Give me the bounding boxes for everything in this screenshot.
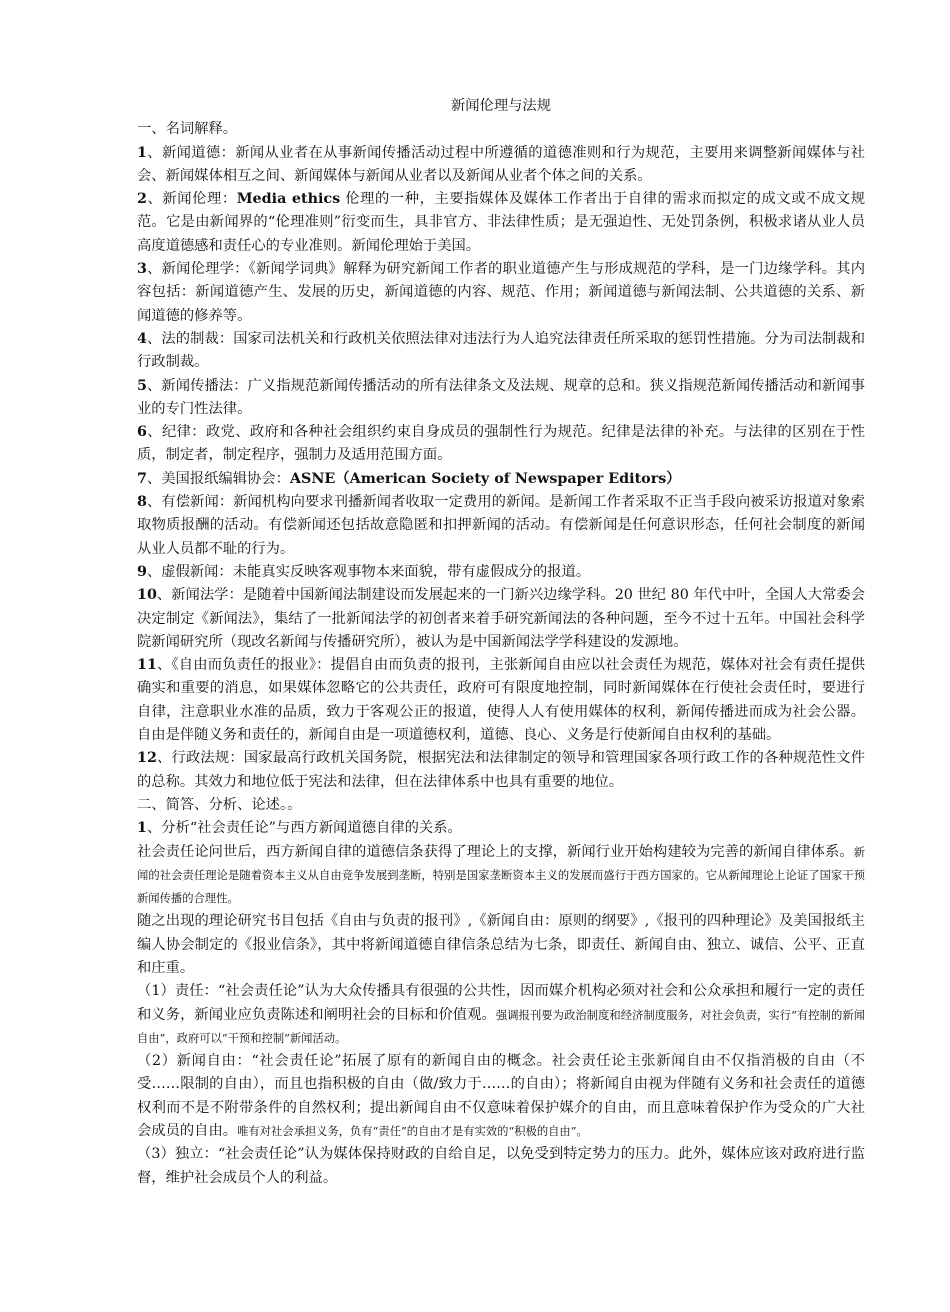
item-english-term: ASNE（American Society of Newspaper Editors） bbox=[289, 470, 681, 487]
item-number: 7 bbox=[137, 470, 147, 487]
section-heading: 二、简答、分析、论述。。 bbox=[137, 796, 302, 813]
definition-item bbox=[137, 747, 865, 794]
item-number: 8 bbox=[137, 494, 147, 511]
item-term: 、新闻道德： bbox=[146, 144, 236, 161]
item-number: 5 bbox=[137, 377, 147, 394]
item-text: 未能真实反映客观事物本来面貌，带有虚假成分的报道。 bbox=[232, 563, 591, 580]
item-term: 、虚假新闻： bbox=[146, 563, 233, 580]
item-number: 3 bbox=[137, 261, 147, 278]
item-text: 是随着中国新闻法制建设而发展起来的一门新兴边缘学科。20 世纪 80 年代中叶，全国人大常委会决定制定《新闻法》，集结了一批新闻法学的初创者来着手研究新闻法的各种问题，至今不过十五年。中国社会科学院新闻研究所（现改名新闻与传播研究所），被认为是中国新闻法学学科建设的发源地。 bbox=[137, 587, 866, 650]
paragraph-note: 强调报刊要为政治制度和经济制度服务，对社会负责，实行“有控制的新闻自由”，政府可以“干预和控制”新闻活动。 bbox=[137, 1008, 866, 1045]
item-term: 、纪律： bbox=[146, 424, 206, 441]
item-number: 10 bbox=[137, 587, 157, 604]
definition-item bbox=[137, 258, 865, 328]
item-term: 、有偿新闻： bbox=[146, 494, 234, 511]
paragraph-note: 唯有对社会承担义务，负有“责任”的自由才是有实效的“积极的自由”。 bbox=[237, 1125, 588, 1139]
definition-item bbox=[137, 491, 865, 561]
definition-item bbox=[137, 654, 865, 747]
item-english-term: Media ethics bbox=[236, 191, 341, 208]
paragraph-note: 新闻的社会责任理论是随着资本主义从自由竞争发展到垄断，特别是国家垄断资本主义的发展而盛行于西方国家的。它从新闻理论上论证了国家干预新闻传播的合理性。 bbox=[137, 845, 865, 906]
definition-item bbox=[137, 421, 865, 468]
answer-paragraph bbox=[137, 980, 865, 1050]
paragraph-main: 社会责任论问世后，西方新闻自律的道德信条获得了理论上的支撑，新闻行业开始构建较为完善的新闻自律体系。 bbox=[137, 843, 854, 860]
item-term: 、行政法规： bbox=[156, 750, 244, 767]
answer-paragraph bbox=[137, 841, 865, 911]
definition-item bbox=[137, 468, 865, 491]
item-number: 9 bbox=[137, 563, 147, 580]
item-text: 政党、政府和各种社会组织约束自身成员的强制性行为规范。纪律是法律的补充。与法律的区别在于性质，制定者，制定程序，强制力及适用范围方面。 bbox=[137, 424, 866, 464]
definition-item bbox=[137, 188, 865, 258]
item-text: 新闻机构向要求刊播新闻者收取一定费用的新闻。是新闻工作者采取不正当手段向被采访报道对象索取物质报酬的活动。有偿新闻还包括故意隐匿和扣押新闻的活动。有偿新闻是任何意识形态，任何社会制度的新闻从业人员都不耻的行为。 bbox=[137, 494, 865, 557]
item-text: 国家司法机关和行政机关依照法律对违法行为人追究法律责任所采取的惩罚性措施。分为司法制裁和行政制裁。 bbox=[137, 330, 865, 371]
answer-paragraph: （3）独立：“社会责任论”认为媒体保持财政的自给自足，以免受到特定势力的压力。此外，媒体应该对政府进行监督，维护社会成员个人的利益。 bbox=[137, 1146, 865, 1186]
item-text: 伦理的一种，主要指媒体及媒体工作者出于自律的需求而拟定的成文或不成文规范。它是由新闻界的“伦理准则”衍变而生，具非官方、非法律性质；是无强迫性、无处罚条例，积极求诸从业人员高度道德感和责任心的专业准则。新闻伦理始于美国。 bbox=[137, 191, 866, 254]
item-text: 国家最高行政机关国务院，根据宪法和法律制定的领导和管理国家各项行政工作的各种规范性文件的总称。其效力和地位低于宪法和法律，但在法律体系中也具有重要的地位。 bbox=[137, 750, 865, 790]
paragraph-main: （2）新闻自由：“社会责任论”拓展了原有的新闻自由的概念。社会责任论主张新闻自由不仅指消极的自由（不受……限制的自由），而且也指积极的自由（做/致力于……的自由）；将新闻自由视为伴随有义务和社会责任的道德权利而不是不附带条件的自然权利；提出新闻自由不仅意味着保护媒介的自由，而且意味着保护作为受众的广大社会成员的自由。 bbox=[137, 1053, 865, 1140]
answer-paragraph: 随之出现的理论研究书目包括《自由与负责的报刊》,《新闻自由：原则的纲要》,《报刊的四种理论》及美国报纸主编人协会制定的《报业信条》，其中将新闻道德自律信条总结为七条，即责任、新闻自由、独立、诚信、公平、正直和庄重。 bbox=[137, 913, 865, 976]
paragraph-main: （1）责任：“社会责任论”认为大众传播具有很强的公共性，因而媒介机构必须对社会和公众承担和履行一定的责任和义务，新闻业应负责陈述和阐明社会的目标和价值观。 bbox=[137, 983, 865, 1023]
item-text: 《新闻学词典》解释为研究新闻工作者的职业道德产生与形成规范的学科，是一门边缘学科。其内容包括：新闻道德产生、发展的历史，新闻道德的内容、规范、作用；新闻道德与新闻法制、公共道德的关系、新闻道德的修养等。 bbox=[137, 261, 865, 324]
question-title bbox=[137, 817, 865, 840]
definition-item bbox=[137, 561, 865, 584]
definition-item bbox=[137, 142, 865, 189]
document-body bbox=[137, 95, 865, 1190]
item-number: 12 bbox=[137, 750, 157, 767]
item-text: 提倡自由而负责的报刊，主张新闻自由应以社会责任为规范，媒体对社会有责任提供确实和重要的消息，如果媒体忽略它的公共责任，政府可有限度地控制，同时新闻媒体在行使社会责任时，要进行自律，注意职业水准的品质，致力于客观公正的报道，使得人人有使用媒体的权利，新闻传播进而成为社会公器。自由是伴随义务和责任的，新闻自由是一项道德权利，道德、良心、义务是行使新闻自由权利的基础。 bbox=[137, 657, 865, 744]
item-text: 新闻从业者在从事新闻传播活动过程中所遵循的道德准则和行为规范，主要用来调整新闻媒体与社会、新闻媒体相互之间、新闻媒体与新闻从业者以及新闻从业者个体之间的关系。 bbox=[137, 144, 865, 184]
item-number: 1 bbox=[137, 144, 147, 161]
item-number: 2 bbox=[137, 191, 147, 208]
section-heading: 一、名词解释。 bbox=[137, 121, 238, 138]
answer-paragraph bbox=[137, 1050, 865, 1143]
definition-item bbox=[137, 375, 865, 422]
definition-item bbox=[137, 584, 865, 654]
item-term: 、新闻法学： bbox=[156, 587, 243, 604]
question-number: 1 bbox=[137, 820, 147, 837]
item-term: 、新闻伦理： bbox=[146, 191, 237, 208]
item-number: 4 bbox=[137, 330, 147, 347]
item-term: 、新闻伦理学： bbox=[146, 261, 249, 278]
definition-item bbox=[137, 328, 865, 375]
item-term: 、《自由而负责任的报业》： bbox=[156, 657, 331, 674]
item-number: 6 bbox=[137, 424, 147, 441]
question-text: 、分析“社会责任论”与西方新闻道德自律的关系。 bbox=[146, 820, 462, 837]
item-term: 、美国报纸编辑协会： bbox=[146, 470, 290, 487]
item-number: 11 bbox=[137, 657, 157, 674]
item-term: 、新闻传播法： bbox=[146, 377, 248, 394]
page-title: 新闻伦理与法规 bbox=[450, 98, 552, 114]
item-text: 广义指规范新闻传播活动的所有法律条文及法规、规章的总和。狭义指规范新闻传播活动和新闻事业的专门性法律。 bbox=[137, 377, 865, 417]
item-term: 、法的制裁： bbox=[146, 330, 234, 347]
